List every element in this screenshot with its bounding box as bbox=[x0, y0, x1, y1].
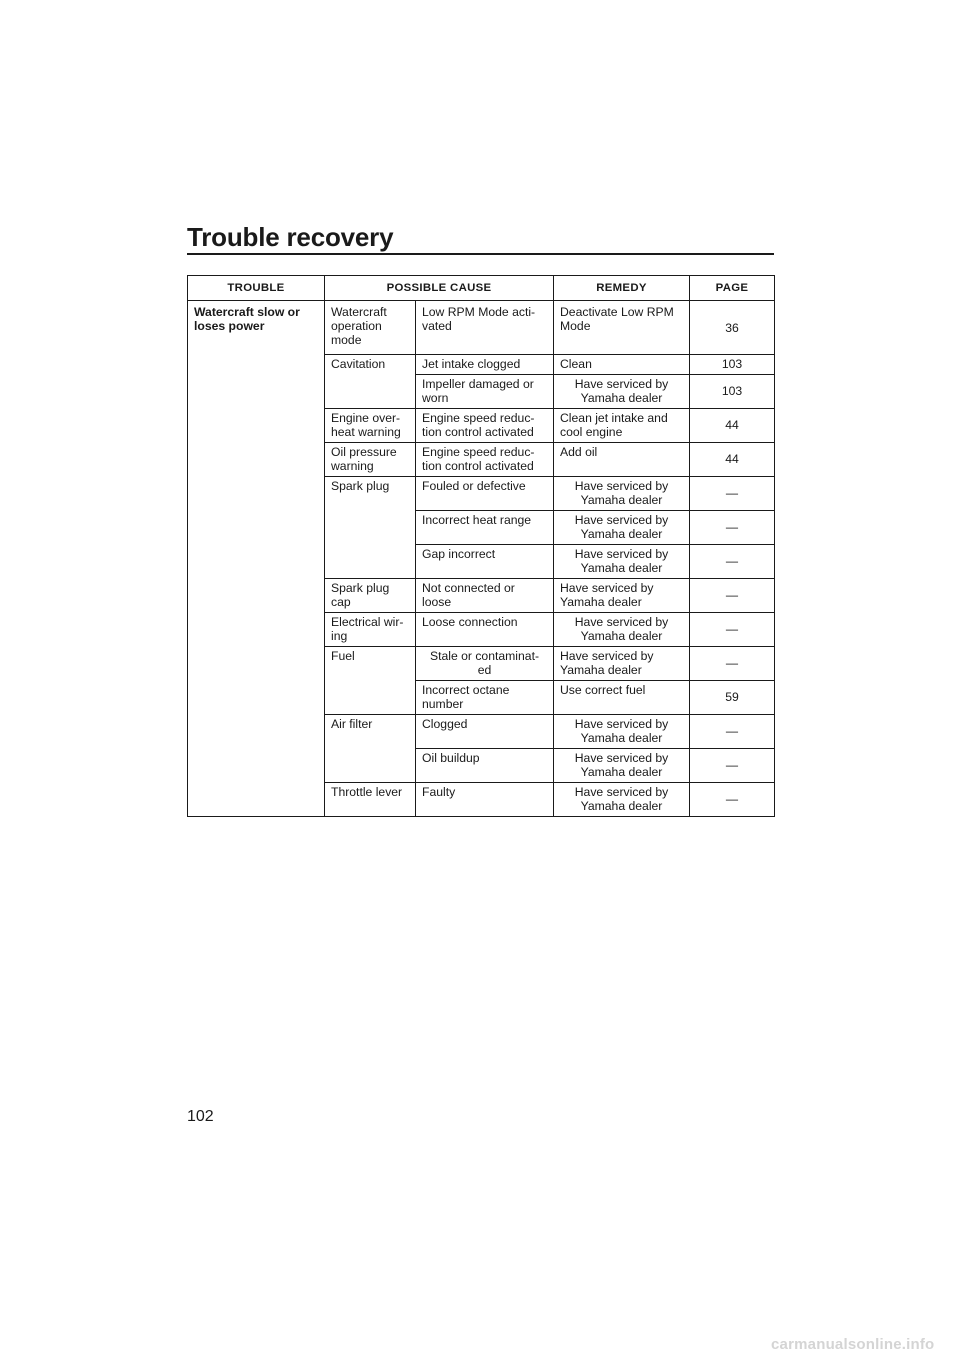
page-cell: 59 bbox=[690, 681, 775, 715]
detail-cell: Incorrect heat range bbox=[416, 511, 554, 545]
page-cell: — bbox=[690, 511, 775, 545]
table-header-row bbox=[188, 276, 775, 301]
detail-cell: Fouled or defective bbox=[416, 477, 554, 511]
remedy-cell: Have serviced by Yamaha dealer bbox=[554, 375, 690, 409]
table-row bbox=[188, 301, 775, 355]
page-cell: 44 bbox=[690, 409, 775, 443]
page-cell: — bbox=[690, 783, 775, 817]
page-cell: — bbox=[690, 579, 775, 613]
detail-cell: Not connected or loose bbox=[416, 579, 554, 613]
detail-cell: Low RPM Mode acti- vated bbox=[416, 301, 554, 355]
page-cell: — bbox=[690, 545, 775, 579]
cause-cell: Throttle lever bbox=[325, 783, 416, 817]
page-cell: — bbox=[690, 715, 775, 749]
trouble-text: Watercraft slow or loses power bbox=[194, 305, 300, 333]
remedy-cell: Clean jet intake and cool engine bbox=[554, 409, 690, 443]
cause-cell: Spark plug cap bbox=[325, 579, 416, 613]
page-cell: — bbox=[690, 749, 775, 783]
remedy-cell: Have serviced by Yamaha dealer bbox=[554, 579, 690, 613]
cause-cell: Air filter bbox=[325, 715, 416, 783]
remedy-cell: Have serviced by Yamaha dealer bbox=[554, 647, 690, 681]
cause-cell: Electrical wir- ing bbox=[325, 613, 416, 647]
page-cell: — bbox=[690, 613, 775, 647]
detail-cell: Jet intake clogged bbox=[416, 355, 554, 375]
header-page: PAGE bbox=[690, 276, 775, 301]
page-cell: — bbox=[690, 647, 775, 681]
cause-cell: Spark plug bbox=[325, 477, 416, 579]
cause-cell: Engine over- heat warning bbox=[325, 409, 416, 443]
remedy-cell: Have serviced by Yamaha dealer bbox=[554, 715, 690, 749]
watermark: carmanualsonline.info bbox=[771, 1336, 935, 1353]
detail-cell: Impeller damaged or worn bbox=[416, 375, 554, 409]
remedy-cell: Have serviced by Yamaha dealer bbox=[554, 477, 690, 511]
cause-cell: Cavitation bbox=[325, 355, 416, 409]
remedy-cell: Have serviced by Yamaha dealer bbox=[554, 783, 690, 817]
page-cell: 103 bbox=[690, 375, 775, 409]
detail-cell: Faulty bbox=[416, 783, 554, 817]
detail-cell: Gap incorrect bbox=[416, 545, 554, 579]
cause-cell: Oil pressure warning bbox=[325, 443, 416, 477]
page-cell: — bbox=[690, 477, 775, 511]
remedy-cell: Have serviced by Yamaha dealer bbox=[554, 511, 690, 545]
detail-cell: Oil buildup bbox=[416, 749, 554, 783]
remedy-cell: Add oil bbox=[554, 443, 690, 477]
page-cell: 103 bbox=[690, 355, 775, 375]
page-cell: 36 bbox=[690, 301, 775, 355]
remedy-cell: Use correct fuel bbox=[554, 681, 690, 715]
cause-cell: Watercraft operation mode bbox=[325, 301, 416, 355]
page-cell: 44 bbox=[690, 443, 775, 477]
header-possible-cause: POSSIBLE CAUSE bbox=[325, 276, 554, 301]
remedy-cell: Have serviced by Yamaha dealer bbox=[554, 613, 690, 647]
detail-cell: Engine speed reduc- tion control activated bbox=[416, 409, 554, 443]
header-remedy: REMEDY bbox=[554, 276, 690, 301]
page-number: 102 bbox=[187, 1108, 214, 1125]
detail-cell: Engine speed reduc- tion control activated bbox=[416, 443, 554, 477]
detail-cell: Incorrect octane number bbox=[416, 681, 554, 715]
header-trouble: TROUBLE bbox=[188, 276, 325, 301]
remedy-cell: Have serviced by Yamaha dealer bbox=[554, 545, 690, 579]
remedy-cell: Clean bbox=[554, 355, 690, 375]
remedy-cell: Have serviced by Yamaha dealer bbox=[554, 749, 690, 783]
trouble-cell bbox=[188, 301, 325, 817]
detail-cell: Stale or contaminat- ed bbox=[416, 647, 554, 681]
detail-cell: Clogged bbox=[416, 715, 554, 749]
section-title: Trouble recovery bbox=[187, 222, 394, 252]
trouble-table bbox=[187, 275, 775, 817]
detail-cell: Loose connection bbox=[416, 613, 554, 647]
title-rule bbox=[187, 253, 774, 255]
remedy-cell: Deactivate Low RPM Mode bbox=[554, 301, 690, 355]
cause-cell: Fuel bbox=[325, 647, 416, 715]
